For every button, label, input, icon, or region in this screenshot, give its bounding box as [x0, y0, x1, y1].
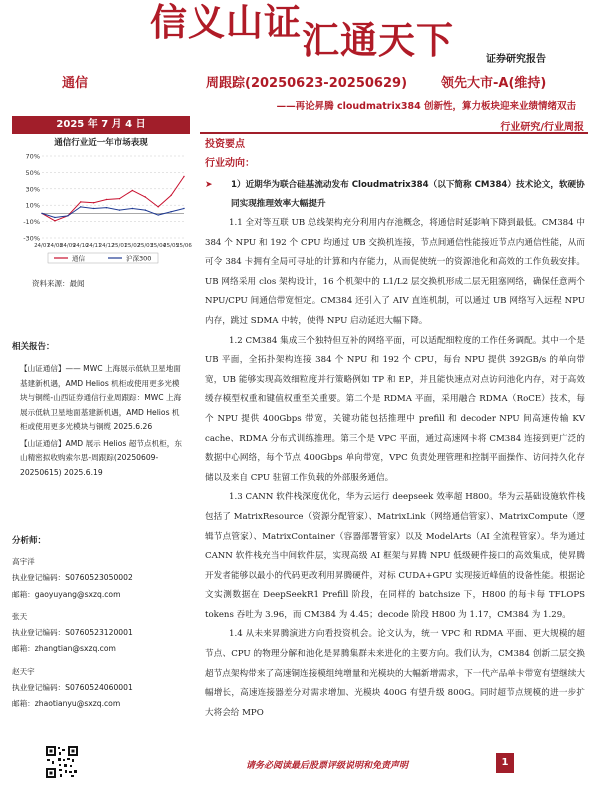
legend-label: 沪深300 — [126, 254, 152, 263]
data-point — [80, 206, 81, 207]
data-point — [106, 207, 107, 208]
main-content — [205, 138, 585, 723]
report-date: 2025 年 7 月 4 日 — [12, 116, 190, 134]
y-tick-label: 50% — [25, 168, 40, 177]
key-point — [205, 176, 585, 214]
qr-code-icon — [45, 745, 79, 779]
data-point — [157, 214, 158, 215]
report-type: 证券研究报告 — [486, 54, 546, 65]
analyst-name: 张天 — [12, 611, 28, 621]
x-tick-label: 24/10 — [72, 243, 89, 249]
body-paragraph: 1.2 CM384 集成三个独特但互补的网络平面，可以适配细粒度的工作任务调配。其中一个是 UB 平面，全拓扑架构连接 384 个 NPU 和 192 个 CPU，每台 NPU 提供 392GB/s 的单向带宽，UB 能够实现高效细粒度并行策略例如 TP 和 EP，并且能快速点对点访问池化内存，对于高效缓存模型权重和键值权重至关重要。第二个是 RDMA 平面，采用融合 RDMA（RoCE）技术，每个 NPU 提供 400Gbps 带宽，关键功能包括推理中 prefill 和 decoder NPU 间高速传输 KV cache、RDMA 分布式训练推理。第三个是 VPC 平面，通过高速网卡将 CM384 连接到更广泛的数据中心网络，每个节点 400Gbps 单向带宽，VPC 负责处理管理和控制平面操作、访问持久化存储以及来自 CPU 驻留工作负载的外部服务通信。 — [205, 335, 585, 483]
analysts-heading: 分析师： — [12, 536, 47, 546]
related-report-item[interactable]: 【山证通信】—— MWC 上海展示低轨卫星地面基建新机遇，AMD Helios 机柜或使用更多光模块与铜缆-山西证券通信行业周跟踪：MWC 上海展示低轨卫星地面基建新机遇，AMD Helios 机柜或使用更多光模块与铜缆 2025.6.26 — [20, 364, 182, 431]
logo — [150, 0, 454, 62]
x-tick-label: 24/11 — [85, 243, 102, 249]
analyst-cert: 执业登记编码：S0760523050002 — [12, 573, 133, 583]
section-heading: 投资要点 — [205, 139, 245, 150]
subsection-heading: 行业动向： — [205, 158, 255, 169]
x-tick-label: 25/01 — [111, 243, 128, 249]
x-tick-label: 24/08 — [46, 243, 63, 249]
data-point — [132, 208, 133, 209]
y-tick-label: -10% — [23, 218, 40, 227]
related-reports-heading: 相关报告： — [12, 342, 55, 352]
y-tick-label: 10% — [25, 201, 40, 210]
x-tick-label: 24/12 — [98, 243, 115, 249]
data-point — [93, 202, 94, 203]
data-point — [145, 209, 146, 210]
industry-label: 通信 — [62, 76, 89, 91]
legend-label: 通信 — [72, 254, 85, 263]
data-point — [41, 213, 42, 214]
data-point — [67, 215, 68, 216]
data-point — [119, 209, 120, 210]
x-tick-label: 24/07 — [34, 243, 50, 249]
y-tick-label: 70% — [25, 152, 40, 161]
body-paragraph: 1.1 全对等互联 UB 总线架构充分利用内存池概念，将通信时延影响下降到最低。CM384 中 384 个 NPU 和 192 个 CPU 均通过 UB 交换机连接，节点间通信性能接近节点内通信性能，从而可令 384 卡拥有全局可寻址的计算和内存能力，从而促使统一的资源池化和高效的工作负载安排。UB 网络采用 clos 架构设计，16 个机架中的 L1/L2 层交换机形成二层无阻塞网络，确保任意两个 NPU/CPU 间通信带宽恒定。CM384 还引入了 AIV 直连机制，可以通过 UB 网络写入远程 NPU 内存，跳过 SDMA 中转，使得 NPU 启动延迟大幅下降。 — [205, 218, 585, 326]
report-subtitle: ——再论昇腾 cloudmatrix384 创新性，算力板块迎来业绩情绪双击 — [276, 101, 576, 112]
data-point — [106, 199, 107, 200]
analyst-email[interactable]: 邮箱：zhangtian@sxzq.com — [12, 644, 116, 654]
analyst-cert: 执业登记编码：S0760524060001 — [12, 683, 133, 693]
x-tick-label: 25/06 — [176, 243, 192, 249]
weekly-title: 周跟踪(20250623-20250629) — [206, 76, 408, 91]
data-point — [93, 208, 94, 209]
data-point — [183, 176, 184, 177]
page-number: 1 — [496, 753, 514, 773]
data-point — [132, 190, 133, 191]
logo-part2: 汇通天下 — [302, 19, 454, 62]
x-tick-label: 25/04 — [150, 243, 167, 249]
analyst-email[interactable]: 邮箱：zhaotianyu@sxzq.com — [12, 699, 121, 709]
data-point — [145, 196, 146, 197]
body-paragraph: 1.4 从未来昇腾演进方向看投资机会。论文认为，统一 VPC 和 RDMA 平面、更大规模的超节点、CPU 的物理分解和池化是昇腾集群未来进化的主要方向。我们认为，CM384 创新二层交换超节点架构带来了高速铜连接模组纯增量和光模块的大幅新增需求，下一代产品单卡带宽有望继续大幅增长，高速连接器差分对需求增加、光模块 400G 有望升级 800G。同时超节点规模的进一步扩大将会给 MPO — [205, 629, 585, 718]
analysts-list — [12, 554, 190, 713]
data-point — [170, 195, 171, 196]
data-point — [157, 206, 158, 207]
analyst-name: 赵天宇 — [12, 666, 35, 676]
title-row — [0, 72, 600, 92]
x-tick-label: 25/05 — [163, 243, 180, 249]
x-tick-label: 25/03 — [137, 243, 154, 249]
data-point — [183, 208, 184, 209]
analyst-cert: 执业登记编码：S0760523120001 — [12, 628, 133, 638]
data-point — [170, 211, 171, 212]
chart-source: 资料来源：最闻 — [32, 279, 85, 288]
data-point — [119, 198, 120, 199]
data-point — [80, 201, 81, 202]
report-category: 行业研究/行业周报 — [500, 122, 584, 133]
logo-part1: 信义山证 — [150, 1, 302, 44]
sidebar — [12, 136, 190, 289]
related-report-item[interactable]: 【山证通信】AMD 展示 Helios 超节点机柜，东山精密拟收购索尔思-周跟踪(20250609-20250615) 2025.6.19 — [20, 438, 182, 477]
analyst-name: 高宇洋 — [12, 557, 35, 566]
disclaimer-notice[interactable]: 请务必阅读最后股票评级说明和免责声明 — [246, 761, 409, 771]
key-point-text: 1）近期华为联合硅基流动发布 Cloudmatrix384（以下简称 CM384）技术论文，软硬协同实现推理效率大幅提升 — [231, 180, 585, 209]
data-point — [54, 217, 55, 218]
analyst-email[interactable]: 邮箱：gaoyuyang@sxzq.com — [12, 589, 121, 599]
y-tick-label: -30% — [23, 234, 40, 243]
body-paragraph: 1.3 CANN 软件栈深度优化，华为云运行 deepseek 效率超 H800。华为云基础设施软件栈包括了 MatrixResource（资源分配管家）、MatrixLink（网络通信管家）、MatrixCompute（逻辑节点管家）、MatrixContainer（容器部署管家）以及 ModelArts（AI 全流程管家）。华为通过 CANN 软件栈充当中间软件层，实现高级 AI 框架与昇腾 NPU 低级硬件接口的高效集成，使昇腾开发者能够以最小的代码更改利用昇腾硬件，对标 CUDA+GPU 实现接近峰值的设备性能。根据论文实测数据在 DeepSeekR1 Prefill 阶段，在同样的 batchsize 下，H800 的每卡每 TFLOPS tokens 吞吐为 3.96，而 CM384 为 4.45；decode 阶段 H800 为 1.17，CM384 为 1.29。 — [205, 492, 585, 620]
x-tick-label: 24/09 — [59, 243, 76, 249]
market-performance-chart — [12, 150, 190, 272]
data-point — [54, 220, 55, 221]
rating-label: 领先大市-A(维持) — [441, 76, 547, 91]
x-tick-label: 25/02 — [124, 243, 141, 249]
series-line — [42, 207, 184, 218]
y-tick-label: 30% — [25, 185, 40, 194]
related-reports — [20, 362, 186, 482]
date-band — [0, 116, 600, 134]
arrow-bullet-icon: ➤ — [205, 180, 213, 190]
chart-title: 通信行业近一年市场表现 — [54, 138, 148, 148]
